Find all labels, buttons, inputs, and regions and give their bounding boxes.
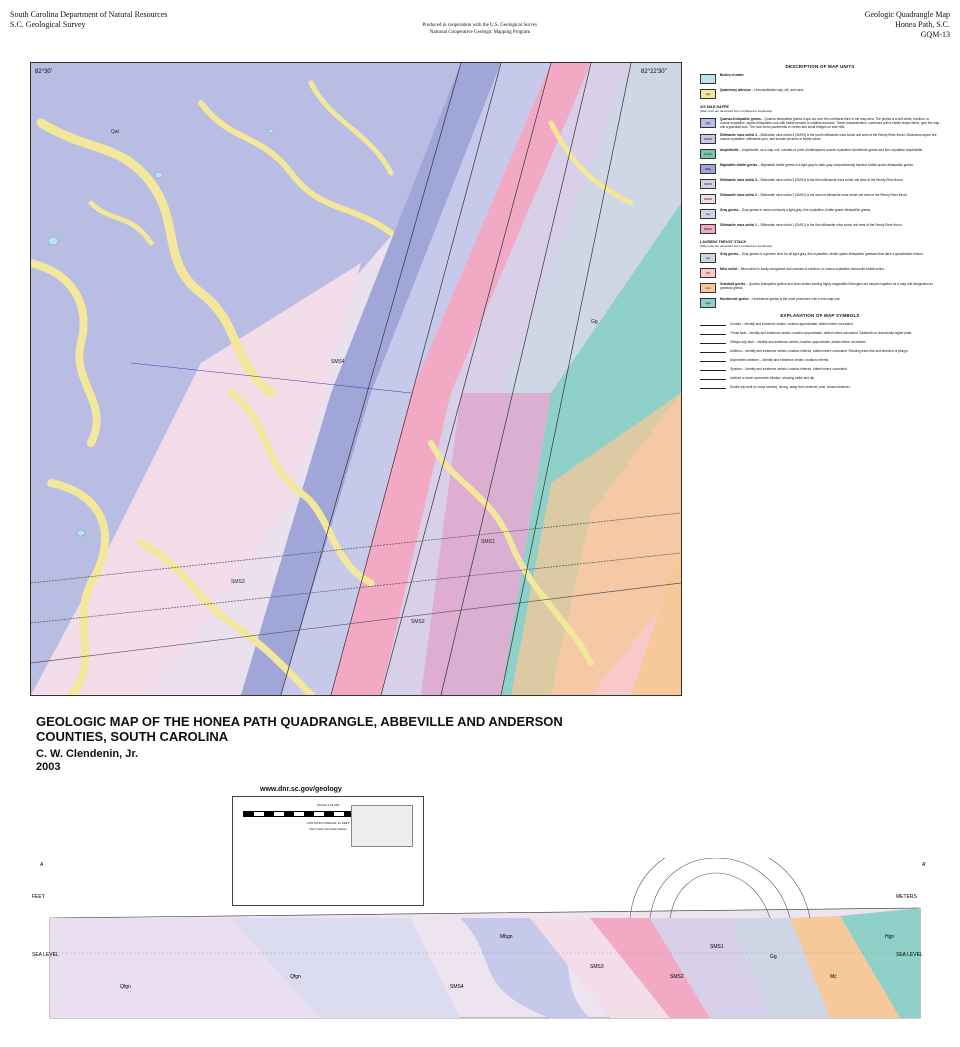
legend-symbol-icon xyxy=(700,331,726,337)
legend-unit-swatch: Qal xyxy=(700,89,716,99)
legend-symbol-text: Synform – Identity and existence certain, location inferred, dotted where concealed. xyxy=(730,367,848,371)
header-agency: South Carolina Department of Natural Resources xyxy=(10,10,168,19)
legend-symbol-row xyxy=(700,376,940,382)
cross-section[interactable] xyxy=(30,858,940,1034)
map-corner-nw: 82°30' xyxy=(35,69,52,75)
contour-interval: CONTOUR INTERVAL 10 FEET xyxy=(306,821,350,825)
author-name: C. W. Clendenin, Jr. xyxy=(36,748,139,760)
legend-section2-units xyxy=(700,252,940,308)
legend-unit-swatch: SMS3 xyxy=(700,179,716,189)
legend-symbol-text: Antiform – Identity and existence certain, location inferred, dotted where concealed. Showing trace line and direction of plunge. xyxy=(730,349,909,353)
legend-section1-units xyxy=(700,117,940,234)
xsec-left-sea-level: SEA LEVEL xyxy=(32,952,59,958)
legend-unit-swatch: Hgn xyxy=(700,298,716,308)
legend-unit-text xyxy=(720,282,940,293)
legend-unit-row xyxy=(700,133,940,144)
legend-unit-row xyxy=(700,208,940,219)
legend-unit-swatch: Amph xyxy=(700,149,716,159)
xsec-unit-label: SMS4 xyxy=(450,984,464,990)
xsec-left-units: FEET xyxy=(32,894,45,900)
legend-unit-description: – Gray gneiss is most commonly a light-gray, fine-crystalline, biotite quartz-feldspathic gneiss. xyxy=(738,208,872,212)
legend-unit-name: Bodies of water xyxy=(720,73,744,77)
publication-year: 2003 xyxy=(36,761,61,773)
header-left xyxy=(10,10,168,30)
legend-symbol-text: Contact – Identity and existence certain, location approximate, dotted where concealed. xyxy=(730,322,854,326)
legend-symbol-text: Thrust fault – Identity and existence certain, location approximate, dotted where concealed. Sawteeth on tectonically higher plate. xyxy=(730,331,913,335)
map-canvas[interactable] xyxy=(31,63,681,695)
legend-unit-swatch: Mc xyxy=(700,268,716,278)
legend-unit-description: – Hornblende gneiss is the most prominent rock in this map unit. xyxy=(748,297,841,301)
legend-unit-name: Quartzo-feldspathic gneiss xyxy=(720,117,761,121)
legend-unit-swatch: SMS2 xyxy=(700,194,716,204)
legend-unit-description: – Mica schist is easily recognized and consists of medium- to coarse-crystalline muscovite-biotite schist. xyxy=(737,267,885,271)
map-label-sms2: SMS2 xyxy=(411,619,425,625)
author-block xyxy=(36,748,138,774)
header-cooperation: Produced in cooperation with the U.S. Geological Survey xyxy=(422,23,538,28)
header-map-type: Geologic Quadrangle Map xyxy=(864,10,950,19)
legend-unit-swatch: Grn xyxy=(700,283,716,293)
xsec-unit-label: Hgn xyxy=(885,934,895,940)
legend-symbol-icon xyxy=(700,367,726,373)
legend-symbol-icon xyxy=(700,358,726,364)
legend-symbol-row xyxy=(700,331,940,337)
legend-unit-swatch xyxy=(700,74,716,84)
map-label-qal: Qal xyxy=(111,129,119,135)
legend-unit-text xyxy=(720,223,940,234)
xsec-right-sea-level: SEA LEVEL xyxy=(896,952,923,958)
legend-unit-text xyxy=(720,117,940,129)
legend-unit-name: Sillimanite mica schist 2 xyxy=(720,193,757,197)
legend-unit-swatch: Qfg xyxy=(700,118,716,128)
legend-symbol-text: Asymmetric antiform – Identity and existence certain, location inferred. xyxy=(730,358,830,362)
legend-unit-text xyxy=(720,148,940,159)
legend-heading: DESCRIPTION OF MAP UNITS xyxy=(785,64,855,69)
map-title xyxy=(36,714,596,744)
symbols-heading: EXPLANATION OF MAP SYMBOLS xyxy=(780,313,860,318)
legend-section2-note: (Map units are described from northwest to southeast) xyxy=(700,244,772,248)
header-center xyxy=(340,22,620,36)
legend-unit-row xyxy=(700,223,940,234)
xsec-unit-label: SMS2 xyxy=(670,974,684,980)
xsec-unit-label: SMS1 xyxy=(710,944,724,950)
header-program: National Cooperative Geologic Mapping Program xyxy=(429,30,531,35)
legend-unit-text xyxy=(720,193,940,204)
header-map-number: GQM-13 xyxy=(920,30,950,39)
xsec-unit-label: Mc xyxy=(830,974,837,980)
xsec-unit-label: SMS3 xyxy=(590,964,604,970)
legend-unit-swatch: SMS4 xyxy=(700,134,716,144)
legend-unit-description: – Amphibolite, as a map unit, consists of pods of interlayered coarse-crystalline hornblende gneiss and fine-crystalline amphibolite. xyxy=(738,148,924,152)
legend-unit-swatch: Gg xyxy=(700,253,716,263)
legend-unit-row xyxy=(700,252,940,263)
scale-label: SCALE 1:24,000 xyxy=(316,803,340,807)
header-quadrangle: Honea Path, S.C. xyxy=(895,20,950,29)
legend-unit-text xyxy=(720,208,940,219)
legend-unit-swatch: Gg xyxy=(700,209,716,219)
legend-symbol-icon xyxy=(700,385,726,391)
legend-unit-text xyxy=(720,178,940,189)
legend-unit-name: Amphibolite xyxy=(720,148,739,152)
legend-unit-text xyxy=(720,163,940,174)
header-survey: S.C. Geological Survey xyxy=(10,20,86,29)
legend-unit-name: Hornblende gneiss xyxy=(720,297,749,301)
legend-unit-description: – Sillimanite mica schist 3 (SMS3) is the third sillimanite mica schist unit west of the Reedy River thrust. xyxy=(756,178,904,182)
map-label-gg: Gg xyxy=(591,319,598,325)
map-label-sms4: SMS4 xyxy=(331,359,345,365)
legend-symbol-icon xyxy=(700,376,726,382)
map-title-line1: GEOLOGIC MAP OF THE HONEA PATH QUADRANGLE, ABBEVILLE AND ANDERSON xyxy=(36,714,563,729)
legend-symbol-row xyxy=(700,340,940,346)
legend-unit-row xyxy=(700,117,940,129)
legend-section2-title: LAURENS THRUST STACK xyxy=(700,240,747,244)
xsec-label-a: A xyxy=(40,862,44,868)
xsec-label-a-prime: A' xyxy=(922,862,927,868)
legend-symbol-row xyxy=(700,385,940,391)
legend-symbol-icon xyxy=(700,322,726,328)
map-label-sms3: SMS3 xyxy=(231,579,245,585)
legend-unit-description: – Quartzo-feldspathic gneiss and other similar-looking highly magmatitic lithologies are lumped together as a map unit designated as granitoid gneiss. xyxy=(720,282,933,290)
legend-unit-name: Granitoid gneiss xyxy=(720,282,746,286)
datum-note: 1927 North American Datum xyxy=(309,827,347,831)
legend-unit-row xyxy=(700,163,940,174)
legend-unit-text xyxy=(720,267,940,278)
legend-unit-description: – Sillimanite mica schist 4 (SMS4) is the fourth sillimanite mica schist unit west of the Reedy River thrust. Micaceous layers are coarse-crystalline, sillimanite-poor, and include sections of biotite schist. xyxy=(720,133,937,141)
legend-unit-name: Sillimanite mica schist 1 xyxy=(720,223,757,227)
xsec-unit-label: Mbgn xyxy=(500,934,513,940)
legend-unit-row xyxy=(700,297,940,308)
legend-symbol-row xyxy=(700,349,940,355)
legend-unit-description: – Unconsolidated clay, silt, and sand. xyxy=(750,88,805,92)
legend-unit-row xyxy=(700,178,940,189)
map-label-sms1: SMS1 xyxy=(481,539,495,545)
legend-unit-text xyxy=(720,73,940,84)
legend-unit-name: Migmatitic biotite gneiss xyxy=(720,163,758,167)
legend-unit-description: – Sillimanite mica schist 1 (SMS1) is the first sillimanite mica schist unit west of the Reedy River thrust. xyxy=(756,223,903,227)
legend-unit-row xyxy=(700,193,940,204)
legend-section1-note: (Map units are described from northwest to southeast) xyxy=(700,109,772,113)
legend-unit-text xyxy=(720,88,940,99)
map-corner-ne: 82°22'30" xyxy=(641,69,667,75)
legend-unit-row xyxy=(700,88,940,99)
legend-unit-description: – Sillimanite mica schist 2 (SMS2) is the second sillimanite mica schist unit west of the Reedy River thrust. xyxy=(756,193,908,197)
header-right xyxy=(865,10,950,40)
legend-symbol-icon xyxy=(700,349,726,355)
state-locator-map xyxy=(351,805,413,847)
legend-symbol-row xyxy=(700,358,940,364)
legend-panel xyxy=(700,62,940,394)
legend-unit-text xyxy=(720,297,940,308)
xsec-unit-label: Qfgn xyxy=(290,974,301,980)
legend-unit-row xyxy=(700,282,940,293)
legend-unit-swatch: Mbg xyxy=(700,164,716,174)
legend-unit-row xyxy=(700,148,940,159)
website-link[interactable]: www.dnr.sc.gov/geology xyxy=(260,786,342,793)
legend-symbol-icon xyxy=(700,340,726,346)
legend-unit-swatch: SMS1 xyxy=(700,224,716,234)
legend-unit-description: – Migmatitic biotite gneiss is a light-gray to dark-gray compositionally banded, biotite quartz-feldspathic gneiss. xyxy=(757,163,914,167)
legend-symbol-row xyxy=(700,367,940,373)
legend-unit-name: Sillimanite mica schist 4 xyxy=(720,133,757,137)
legend-unit-name: Mica schist xyxy=(720,267,738,271)
xsec-unit-label: Gg xyxy=(770,954,777,960)
legend-unit-name: Gray gneiss xyxy=(720,208,739,212)
legend-symbol-text: Ductile slip fault (in cross section), strong, away from observer, plus, toward observer. xyxy=(730,385,851,389)
xsec-fold-arcs xyxy=(630,858,810,918)
legend-top-units xyxy=(700,73,940,99)
legend-unit-name: Gray gneiss xyxy=(720,252,739,256)
geologic-map[interactable] xyxy=(30,62,682,696)
legend-symbols xyxy=(700,322,940,391)
legend-unit-description: – Quartzo-feldspathic gneiss crops out over the northwest third of the map area. The gneiss is a buff-white, medium- to coarse-crystalline, quartz-feldspathic rock with biotite present in variable amounts. These characteristics, combined with a visible shape fabric, give the map unit a granitoid look. The rock forms pavements in creeks and small bridges on side hills. xyxy=(720,117,940,129)
legend-unit-description: – Gray gneiss is a generic term for all light-gray, fine-crystalline, biotite quartz-feldspathic gneisses that have a granoblastic texture. xyxy=(738,252,924,256)
legend-unit-row xyxy=(700,73,940,84)
map-title-line2: COUNTIES, SOUTH CAROLINA xyxy=(36,729,229,744)
legend-section1-title: SIX MILE NAPPE xyxy=(700,105,729,109)
legend-symbol-text: Inclined or strain-symmetric foliation, showing strike and dip. xyxy=(730,376,816,380)
xsec-right-units: METERS xyxy=(896,894,917,900)
legend-symbol-text: Oblique-slip fault – Identity and existence certain, location approximate, dotted where concealed. xyxy=(730,340,867,344)
legend-unit-name: Quaternary alluvium xyxy=(720,88,751,92)
xsec-unit-label: Qfgn xyxy=(120,984,131,990)
legend-symbol-row xyxy=(700,322,940,328)
legend-unit-name: Sillimanite mica schist 3 xyxy=(720,178,757,182)
legend-unit-text xyxy=(720,133,940,144)
legend-unit-text xyxy=(720,252,940,263)
legend-unit-row xyxy=(700,267,940,278)
